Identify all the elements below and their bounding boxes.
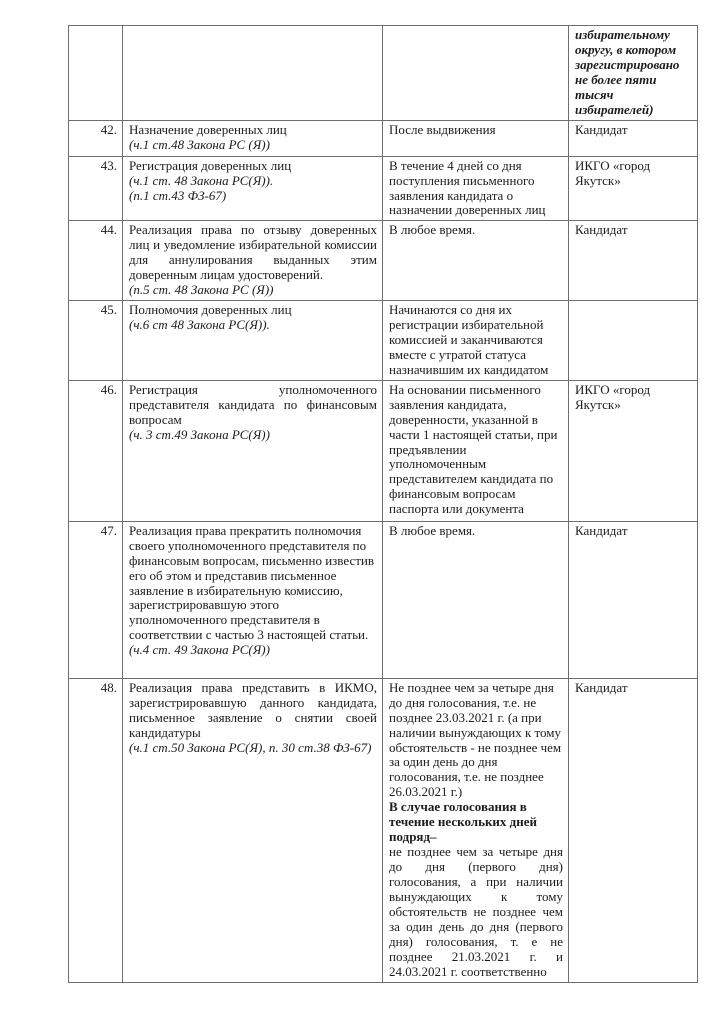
action-cell xyxy=(123,120,383,156)
paragraph: Начинаются со дня их регистрации избирательной комиссией и заканчиваются вместе с утратой статуса назначившим их кандидатом xyxy=(389,302,549,377)
executor-cell xyxy=(569,380,698,521)
row-number-cell xyxy=(69,380,123,521)
timing-cell xyxy=(383,380,569,521)
paragraph: Регистрация доверенных лиц xyxy=(129,157,292,173)
action-cell xyxy=(123,380,383,521)
paragraph: (ч.4 ст. 49 Закона РС(Я)) xyxy=(129,642,270,658)
table-row xyxy=(69,120,698,156)
paragraph: (п.5 ст. 48 Закона РС (Я)) xyxy=(129,282,274,298)
table-row xyxy=(69,156,698,221)
table-row xyxy=(69,521,698,678)
action-cell xyxy=(123,678,383,982)
action-cell xyxy=(123,521,383,678)
paragraph: ИКГО «город Якутск» xyxy=(575,157,651,188)
executor-cell xyxy=(569,156,698,221)
row-number-cell xyxy=(69,221,123,301)
paragraph: Полномочия доверенных лиц xyxy=(129,302,292,318)
action-cell xyxy=(123,221,383,301)
paragraph: не позднее чем за четыре дня до дня (первого дня) голосования, а при наличии вынуждающих к тому обстоятельств не позднее чем за один день до дня (первого дня) голосования, т. е не позднее 21.03.2021 г. и 24.03.2021 г. соответственно xyxy=(389,844,563,979)
row-number: 48. xyxy=(100,679,117,695)
paragraph: Не позднее чем за четыре дня до дня голосования, т.е. не позднее 23.03.2021 г. (а при наличии вынуждающих к тому обстоятельств - не позднее чем за один день до дня голосования, т.е. не позднее 26.03.2021 г.) xyxy=(389,679,562,800)
schedule-table-body xyxy=(69,26,698,983)
schedule-table xyxy=(68,25,698,983)
row-number-cell xyxy=(69,301,123,381)
table-row xyxy=(69,301,698,381)
paragraph: (ч.1 ст.48 Закона РС (Я)) xyxy=(129,136,270,152)
row-number: 42. xyxy=(100,121,117,137)
paragraph: Реализация права представить в ИКМО, зарегистрировавшую данного кандидата, письменное заявление о снятии своей кандидатуры xyxy=(129,679,377,740)
executor-cell xyxy=(569,678,698,982)
action-cell xyxy=(123,301,383,381)
executor-cell xyxy=(569,120,698,156)
action-cell xyxy=(123,156,383,221)
timing-cell xyxy=(383,120,569,156)
paragraph: Реализация права по отзыву доверенных лиц и уведомление избирательной комиссии для аннулирования выданных этим доверенным лицам удостоверений. xyxy=(129,222,377,283)
paragraph: (ч.6 ст 48 Закона РС(Я)). xyxy=(129,317,270,332)
row-number: 46. xyxy=(100,381,117,397)
row-number: 43. xyxy=(100,157,117,173)
paragraph: Регистрация уполномоченного представителя кандидата по финансовым вопросам xyxy=(129,381,377,427)
timing-cell xyxy=(383,26,569,121)
paragraph: После выдвижения xyxy=(389,121,496,137)
paragraph: (ч. 3 ст.49 Закона РС(Я)) xyxy=(129,426,270,442)
table-row xyxy=(69,26,698,121)
timing-cell xyxy=(383,521,569,678)
paragraph: ИКГО «город Якутск» xyxy=(575,381,651,412)
paragraph: Кандидат xyxy=(575,522,628,538)
paragraph: Кандидат xyxy=(575,679,628,695)
paragraph: Назначение доверенных лиц xyxy=(129,121,287,137)
row-number-cell xyxy=(69,120,123,156)
table-row xyxy=(69,678,698,982)
executor-cell xyxy=(569,521,698,678)
table-row xyxy=(69,380,698,521)
row-number-cell xyxy=(69,521,123,678)
executor-cell xyxy=(569,301,698,381)
table-row xyxy=(69,221,698,301)
paragraph: В течение 4 дней со дня поступления письменного заявления кандидата о назначении доверенных лиц xyxy=(389,157,546,218)
paragraph: Кандидат xyxy=(575,121,628,137)
executor-cell xyxy=(569,26,698,121)
row-number-cell xyxy=(69,26,123,121)
paragraph: (ч.1 ст.50 Закона РС(Я), п. 30 ст.38 ФЗ-67) xyxy=(129,739,372,755)
action-cell xyxy=(123,26,383,121)
row-number-cell xyxy=(69,678,123,982)
row-number-cell xyxy=(69,156,123,221)
paragraph: В любое время. xyxy=(389,522,476,538)
paragraph: избирательному округу, в котором зарегистрировано не более пяти тысяч избирателей) xyxy=(575,27,680,117)
row-number: 45. xyxy=(100,302,117,318)
timing-cell xyxy=(383,156,569,221)
paragraph: На основании письменного заявления кандидата, доверенности, указанной в части 1 настоящей статьи, при предъявлении уполномоченным представителем кандидата по финансовым вопросам паспорта или документа xyxy=(389,381,558,517)
paragraph: Реализация права прекратить полномочия своего уполномоченного представителя по финансовым вопросам, письменно известив его об этом и представив письменное заявление в избирательную комиссию, зарегистрировавшую этого уполномоченного представителя в соответствии с частью 3 настоящей статьи. xyxy=(129,522,375,643)
paragraph: В любое время. xyxy=(389,222,476,238)
paragraph: (п.1 ст.43 ФЗ-67) xyxy=(129,187,227,203)
timing-cell xyxy=(383,678,569,982)
paragraph: (ч.1 ст. 48 Закона РС(Я)). xyxy=(129,172,274,188)
row-number: 47. xyxy=(100,522,117,538)
executor-cell xyxy=(569,221,698,301)
row-number: 44. xyxy=(100,222,117,238)
timing-cell xyxy=(383,301,569,381)
paragraph: Кандидат xyxy=(575,222,628,238)
paragraph: В случае голосования в течение нескольких дней подряд– xyxy=(389,799,537,845)
timing-cell xyxy=(383,221,569,301)
